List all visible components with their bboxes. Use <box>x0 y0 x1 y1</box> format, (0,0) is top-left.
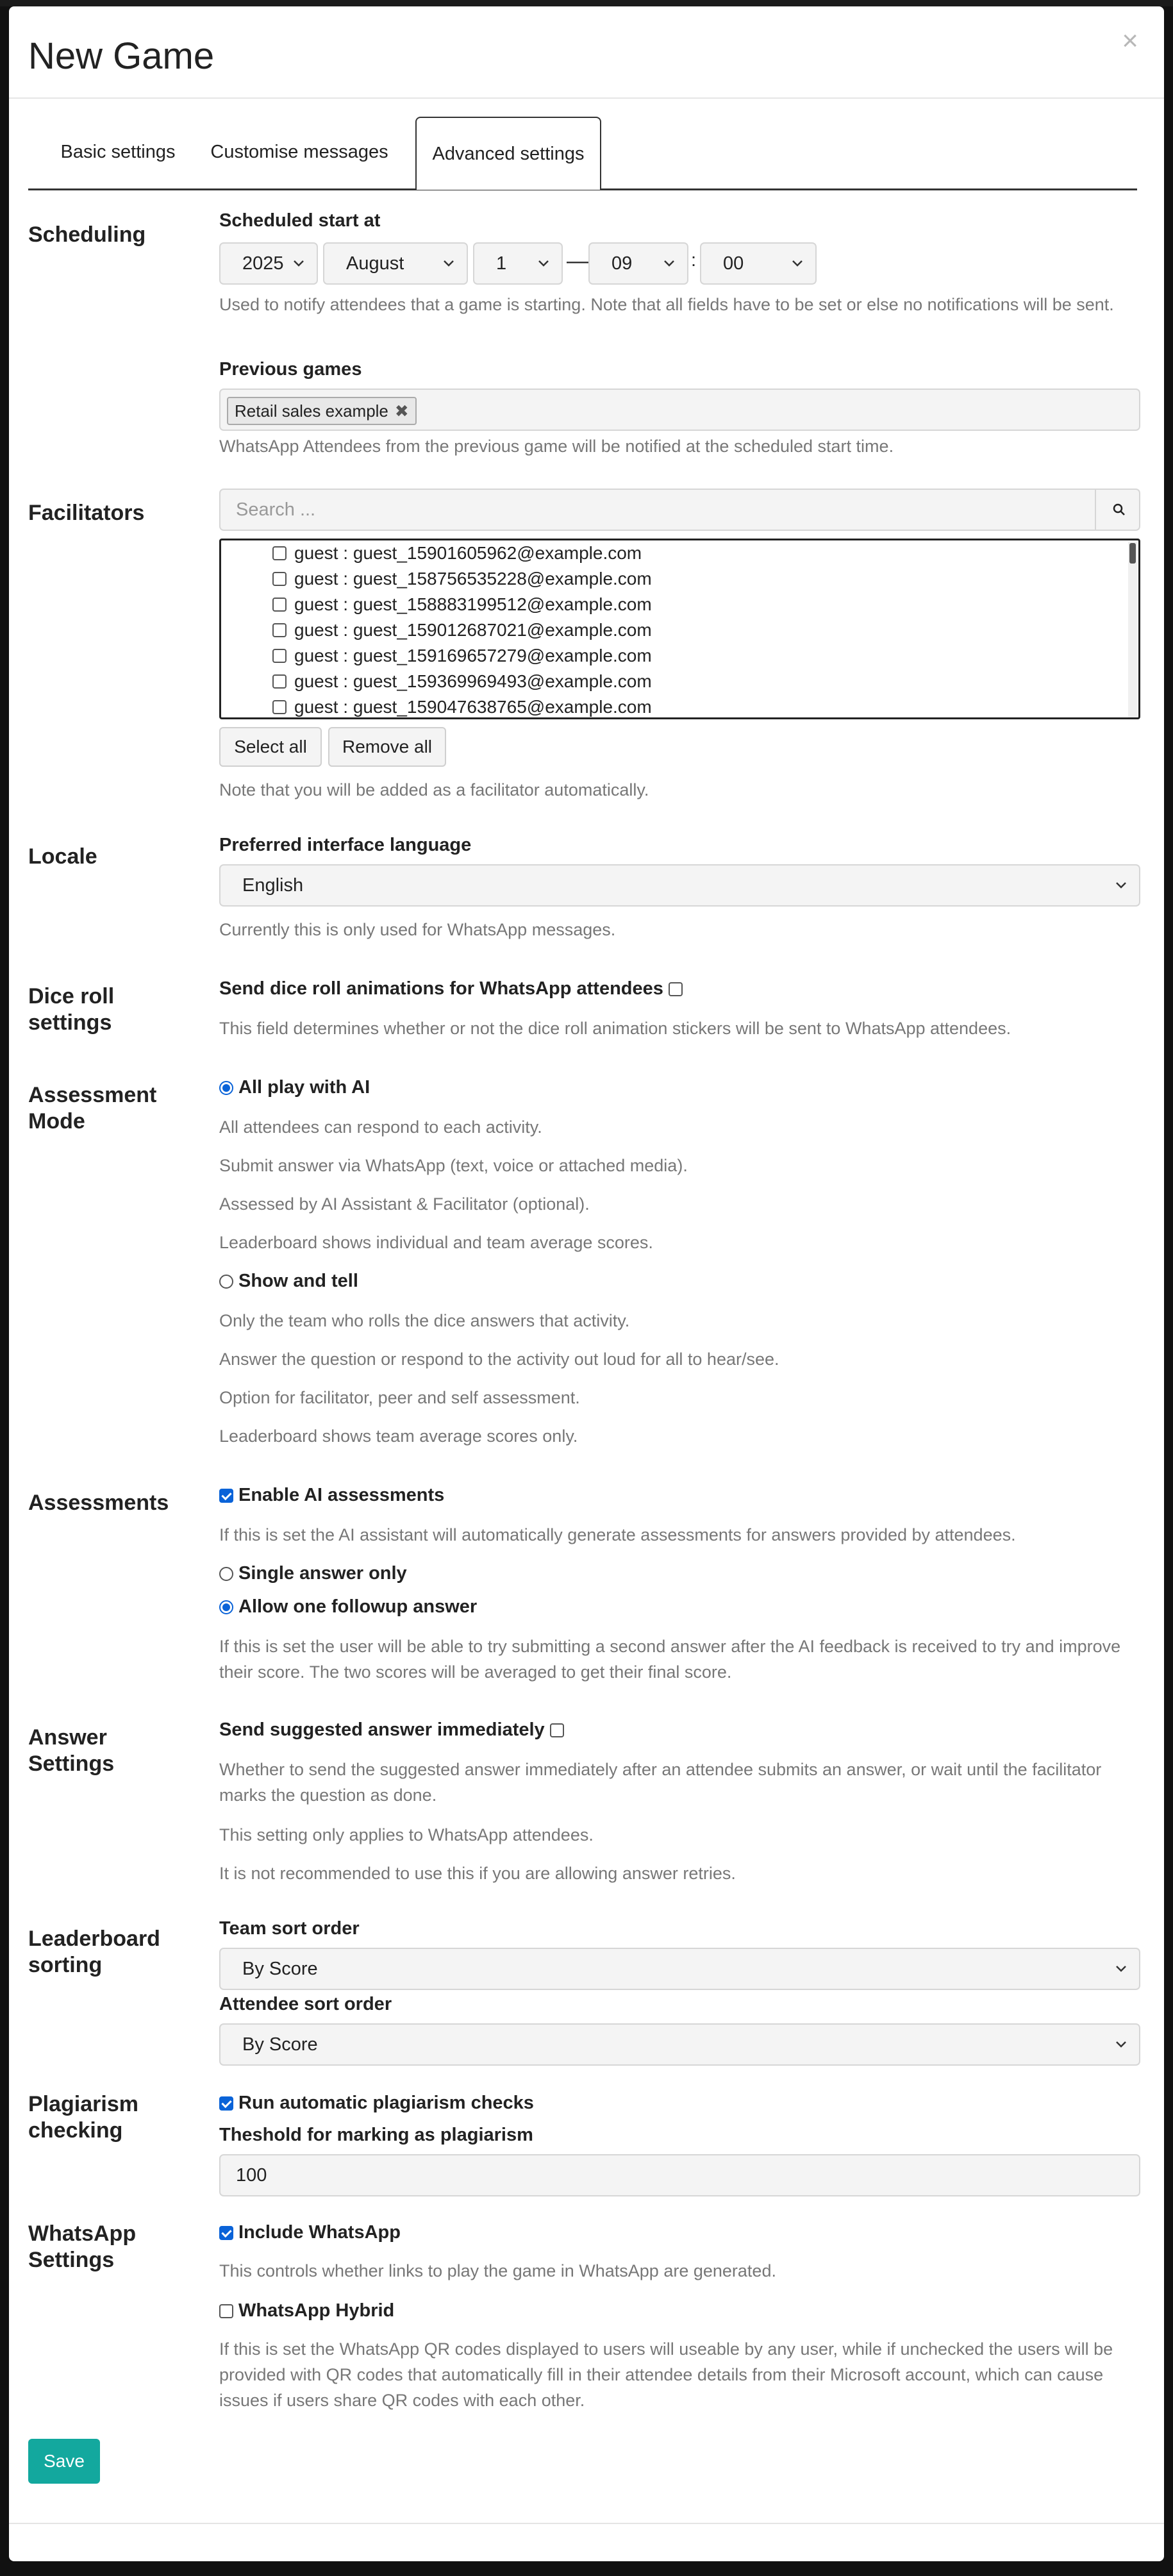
dice-animation-checkbox[interactable] <box>669 982 683 996</box>
followup-radio[interactable] <box>219 1600 233 1614</box>
chevron-down-icon <box>1113 877 1129 892</box>
all-play-line-4: Leaderboard shows individual and team average scores. <box>219 1233 653 1252</box>
remove-tag-icon[interactable]: ✖ <box>394 401 409 421</box>
all-play-radio[interactable] <box>219 1081 233 1095</box>
minute-select[interactable]: 00 <box>700 242 817 285</box>
show-tell-line-3: Option for facilitator, peer and self assessment. <box>219 1388 580 1407</box>
all-play-line-3: Assessed by AI Assistant & Facilitator (optional). <box>219 1194 590 1214</box>
attendee-sort-label: Attendee sort order <box>219 1994 392 2014</box>
dice-help: This field determines whether or not the dice roll animation stickers will be sent to WhatsApp attendees. <box>219 1019 1011 1038</box>
footer-divider <box>9 2523 1164 2524</box>
settings-tabs <box>28 117 1137 190</box>
chevron-down-icon <box>1113 2036 1129 2052</box>
language-select[interactable]: English <box>219 864 1140 907</box>
single-answer-option[interactable]: Single answer only <box>219 1563 407 1584</box>
guest-checkbox[interactable] <box>272 598 287 612</box>
language-help: Currently this is only used for WhatsApp messages. <box>219 920 616 939</box>
attendee-sort-select[interactable]: By Score <box>219 2023 1140 2066</box>
section-scheduling: Scheduling <box>28 222 146 247</box>
section-facilitators: Facilitators <box>28 501 145 525</box>
enable-ai-option[interactable]: Enable AI assessments <box>219 1485 444 1506</box>
previous-game-tag[interactable]: Retail sales example ✖ <box>227 397 417 425</box>
all-play-option[interactable]: All play with AI <box>219 1077 370 1098</box>
whatsapp-hybrid-option[interactable]: WhatsApp Hybrid <box>219 2300 394 2321</box>
facilitator-search-input[interactable]: Search ... <box>219 489 1140 531</box>
guest-checkbox[interactable] <box>272 546 287 560</box>
tab-advanced-settings[interactable]: Advanced settings <box>415 117 601 190</box>
whatsapp-hybrid-checkbox[interactable] <box>219 2304 233 2318</box>
guest-checkbox[interactable] <box>272 700 287 714</box>
list-item[interactable]: guest : guest_158756535228@example.com <box>272 566 652 592</box>
modal-title: New Game <box>28 35 215 77</box>
month-select[interactable]: August <box>323 242 468 285</box>
include-whatsapp-option[interactable]: Include WhatsApp <box>219 2222 401 2243</box>
include-whatsapp-checkbox[interactable] <box>219 2226 233 2240</box>
enable-ai-checkbox[interactable] <box>219 1489 233 1503</box>
tab-basic-settings[interactable]: Basic settings <box>60 141 176 162</box>
year-select[interactable]: 2025 <box>219 242 318 285</box>
day-select[interactable]: 1 <box>473 242 563 285</box>
list-item[interactable]: guest : guest_158883199512@example.com <box>272 592 652 617</box>
show-tell-line-2: Answer the question or respond to the activity out loud for all to hear/see. <box>219 1350 779 1369</box>
include-whatsapp-help: This controls whether links to play the game in WhatsApp are generated. <box>219 2261 776 2280</box>
all-play-line-1: All attendees can respond to each activity. <box>219 1117 542 1137</box>
scrollbar-thumb[interactable] <box>1129 543 1136 564</box>
language-label: Preferred interface language <box>219 835 472 855</box>
close-icon[interactable]: × <box>1122 25 1138 56</box>
chevron-down-icon <box>661 255 677 271</box>
previous-games-label: Previous games <box>219 359 362 380</box>
chevron-down-icon <box>536 255 551 271</box>
suggested-answer-option[interactable]: Send suggested answer immediately <box>219 1719 564 1741</box>
facilitator-note: Note that you will be added as a facilitator automatically. <box>219 780 649 799</box>
followup-option[interactable]: Allow one followup answer <box>219 1596 477 1618</box>
chevron-down-icon <box>1113 1961 1129 1976</box>
enable-ai-help: If this is set the AI assistant will automatically generate assessments for answers provided by attendees. <box>219 1525 1016 1544</box>
guest-checkbox[interactable] <box>272 649 287 663</box>
guest-checkbox[interactable] <box>272 572 287 586</box>
show-tell-line-4: Leaderboard shows team average scores only. <box>219 1426 578 1446</box>
section-leaderboard: Leaderboard sorting <box>28 1927 160 1977</box>
previous-games-help: WhatsApp Attendees from the previous game will be notified at the scheduled start time. <box>219 437 894 456</box>
guest-checkbox[interactable] <box>272 674 287 689</box>
suggested-answer-checkbox[interactable] <box>550 1723 564 1737</box>
section-whatsapp: WhatsApp Settings <box>28 2221 137 2272</box>
date-time-separator: — <box>567 249 588 273</box>
team-sort-select[interactable]: By Score <box>219 1948 1140 1990</box>
search-button[interactable] <box>1095 489 1142 531</box>
section-assessments: Assessments <box>28 1491 169 1515</box>
threshold-label: Theshold for marking as plagiarism <box>219 2125 533 2145</box>
search-icon <box>1111 502 1127 517</box>
facilitator-list[interactable] <box>219 539 1140 719</box>
show-and-tell-option[interactable]: Show and tell <box>219 1271 358 1292</box>
list-item[interactable]: guest : guest_159012687021@example.com <box>272 617 652 643</box>
time-separator: : <box>691 250 697 271</box>
show-tell-line-1: Only the team who rolls the dice answers that activity. <box>219 1311 630 1330</box>
section-locale: Locale <box>28 844 97 869</box>
section-dice-roll: Dice roll settings <box>28 984 115 1035</box>
threshold-input[interactable]: 100 <box>219 2154 1140 2196</box>
answer-help-2: This setting only applies to WhatsApp attendees. <box>219 1825 594 1844</box>
select-all-button[interactable]: Select all <box>219 727 322 767</box>
chevron-down-icon <box>291 255 306 271</box>
save-button[interactable]: Save <box>28 2439 100 2484</box>
plagiarism-checkbox[interactable] <box>219 2096 233 2111</box>
list-item[interactable]: guest : guest_159169657279@example.com <box>272 643 652 669</box>
guest-checkbox[interactable] <box>272 623 287 637</box>
followup-help: If this is set the user will be able to try submitting a second answer after the AI feedback is received to try and improve their score. The two scores will be averaged to get their final score. <box>219 1637 1121 1682</box>
list-item[interactable]: guest : guest_159369969493@example.com <box>272 669 652 694</box>
list-item[interactable]: guest : guest_15901605962@example.com <box>272 540 642 566</box>
section-answer-settings: Answer Settings <box>28 1725 115 1776</box>
new-game-modal <box>9 6 1164 2561</box>
hour-select[interactable]: 09 <box>588 242 688 285</box>
list-scrollbar[interactable] <box>1128 542 1137 717</box>
remove-all-button[interactable]: Remove all <box>328 727 446 767</box>
single-answer-radio[interactable] <box>219 1567 233 1581</box>
chevron-down-icon <box>441 255 456 271</box>
answer-help-3: It is not recommended to use this if you are allowing answer retries. <box>219 1864 736 1883</box>
section-plagiarism: Plagiarism checking <box>28 2092 138 2143</box>
answer-help-1: Whether to send the suggested answer immediately after an attendee submits an answer, or wait until the facilitator marks the question as done. <box>219 1760 1102 1805</box>
tab-customise-messages[interactable]: Customise messages <box>210 141 388 162</box>
show-and-tell-radio[interactable] <box>219 1275 233 1289</box>
modal-header <box>9 6 1164 99</box>
dice-animation-option[interactable]: Send dice roll animations for WhatsApp attendees <box>219 978 683 999</box>
list-item[interactable]: guest : guest_159047638765@example.com <box>272 694 652 719</box>
scheduled-start-label: Scheduled start at <box>219 210 381 231</box>
plagiarism-option[interactable]: Run automatic plagiarism checks <box>219 2093 534 2114</box>
backdrop <box>0 0 1173 6</box>
scheduled-start-help: Used to notify attendees that a game is starting. Note that all fields have to be set or else no notifications will be sent. <box>219 295 1114 314</box>
team-sort-label: Team sort order <box>219 1918 360 1939</box>
section-assessment-mode: Assessment Mode <box>28 1083 157 1133</box>
all-play-line-2: Submit answer via WhatsApp (text, voice or attached media). <box>219 1156 688 1175</box>
whatsapp-hybrid-help: If this is set the WhatsApp QR codes displayed to users will useable by any user, while if unchecked the users will be provided with QR codes that automatically fill in their attendee details from their Microsoft account, which can cause issues if users share QR codes with each other. <box>219 2339 1113 2410</box>
chevron-down-icon <box>790 255 805 271</box>
